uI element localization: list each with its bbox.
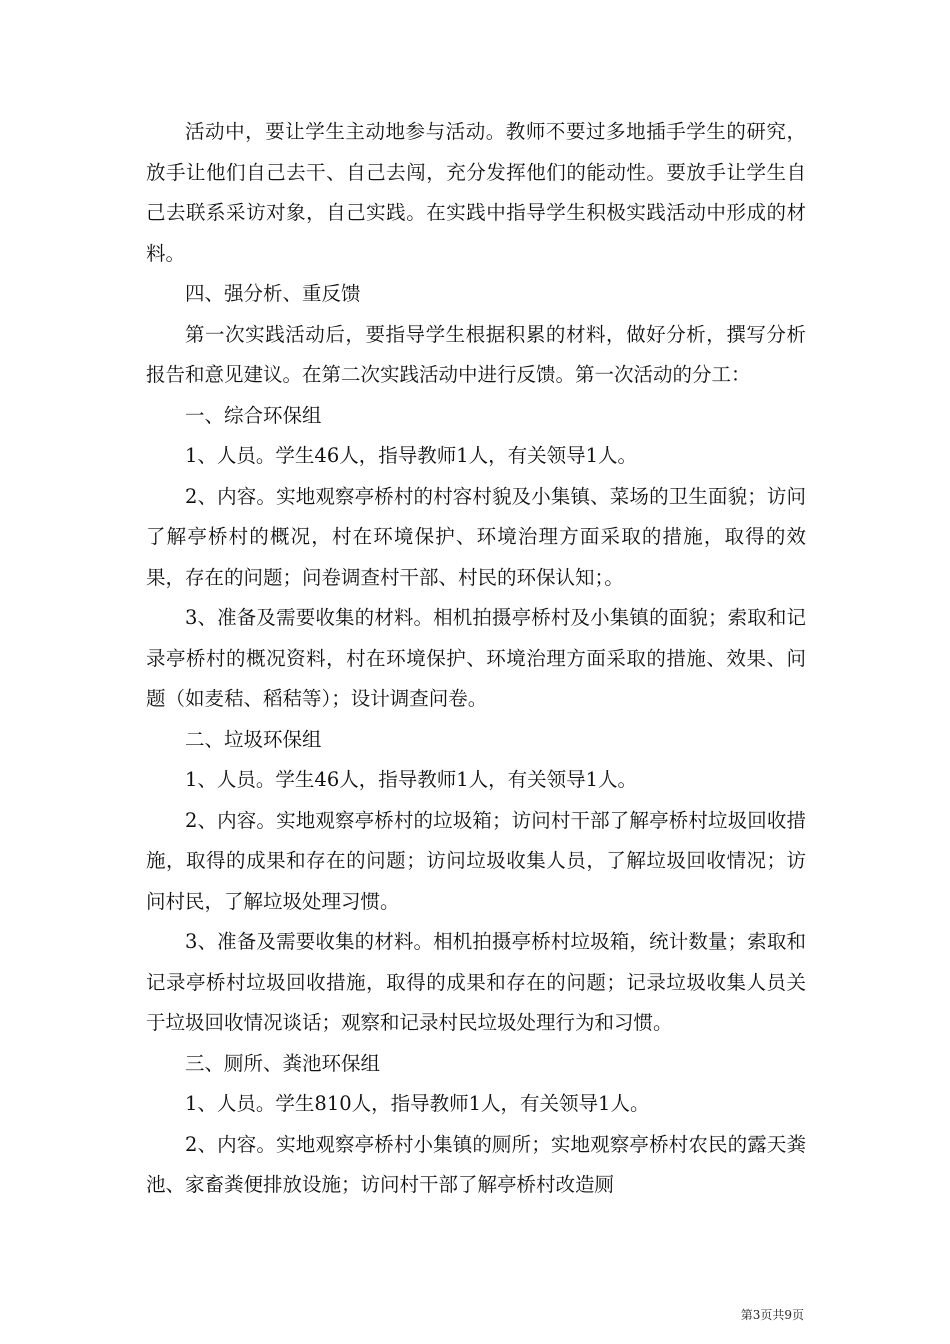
paragraph: 1、人员。学生810人，指导教师1人，有关领导1人。 xyxy=(185,1092,650,1115)
paragraph: 活动中，要让学生主动地参与活动。教师不要过多地插手学生的研究，放手让他们自己去干、自己去闯，充分发挥他们的能动性。要放手让学生自己去联系采访对象，自己实践。在实践中指导学生积极实践活动中形成的材料。 xyxy=(146,120,806,265)
section-heading: 一、综合环保组 xyxy=(185,403,322,427)
paragraph: 3、准备及需要收集的材料。相机拍摄亭桥村及小集镇的面貌；索取和记录亭桥村的概况资料，村在环境保护、环境治理方面采取的措施、效果、问题（如麦秸、稻秸等）；设计调查问卷。 xyxy=(146,606,806,710)
paragraph: 1、人员。学生46人，指导教师1人，有关领导1人。 xyxy=(185,768,638,791)
page-number-footer: 第3页共9页 xyxy=(740,1308,804,1322)
paragraph: 3、准备及需要收集的材料。相机拍摄亭桥村垃圾箱，统计数量；索取和记录亭桥村垃圾回收措施，取得的成果和存在的问题；记录垃圾收集人员关于垃圾回收情况谈话；观察和记录村民垃圾处理行为和习惯。 xyxy=(146,930,806,1034)
paragraph: 1、人员。学生46人，指导教师1人，有关领导1人。 xyxy=(185,444,638,467)
paragraph: 2、内容。实地观察亭桥村的垃圾箱；访问村干部了解亭桥村垃圾回收措施，取得的成果和存在的问题；访问垃圾收集人员，了解垃圾回收情况；访问村民，了解垃圾处理习惯。 xyxy=(146,808,806,913)
section-heading: 二、垃圾环保组 xyxy=(185,727,322,751)
section-heading: 三、厕所、粪池环保组 xyxy=(185,1051,381,1075)
paragraph: 第一次实践活动后，要指导学生根据积累的材料，做好分析，撰写分析报告和意见建议。在第二次实践活动中进行反馈。第一次活动的分工： xyxy=(146,322,806,386)
section-heading: 四、强分析、重反馈 xyxy=(185,282,361,305)
paragraph: 2、内容。实地观察亭桥村小集镇的厕所；实地观察亭桥村农民的露天粪池、家畜粪便排放设施；访问村干部了解亭桥村改造厕 xyxy=(146,1132,806,1196)
document-body xyxy=(146,112,806,1206)
paragraph: 2、内容。实地观察亭桥村的村容村貌及小集镇、菜场的卫生面貌；访问了解亭桥村的概况，村在环境保护、环境治理方面采取的措施，取得的效果，存在的问题；问卷调查村干部、村民的环保认知；。 xyxy=(146,484,806,589)
